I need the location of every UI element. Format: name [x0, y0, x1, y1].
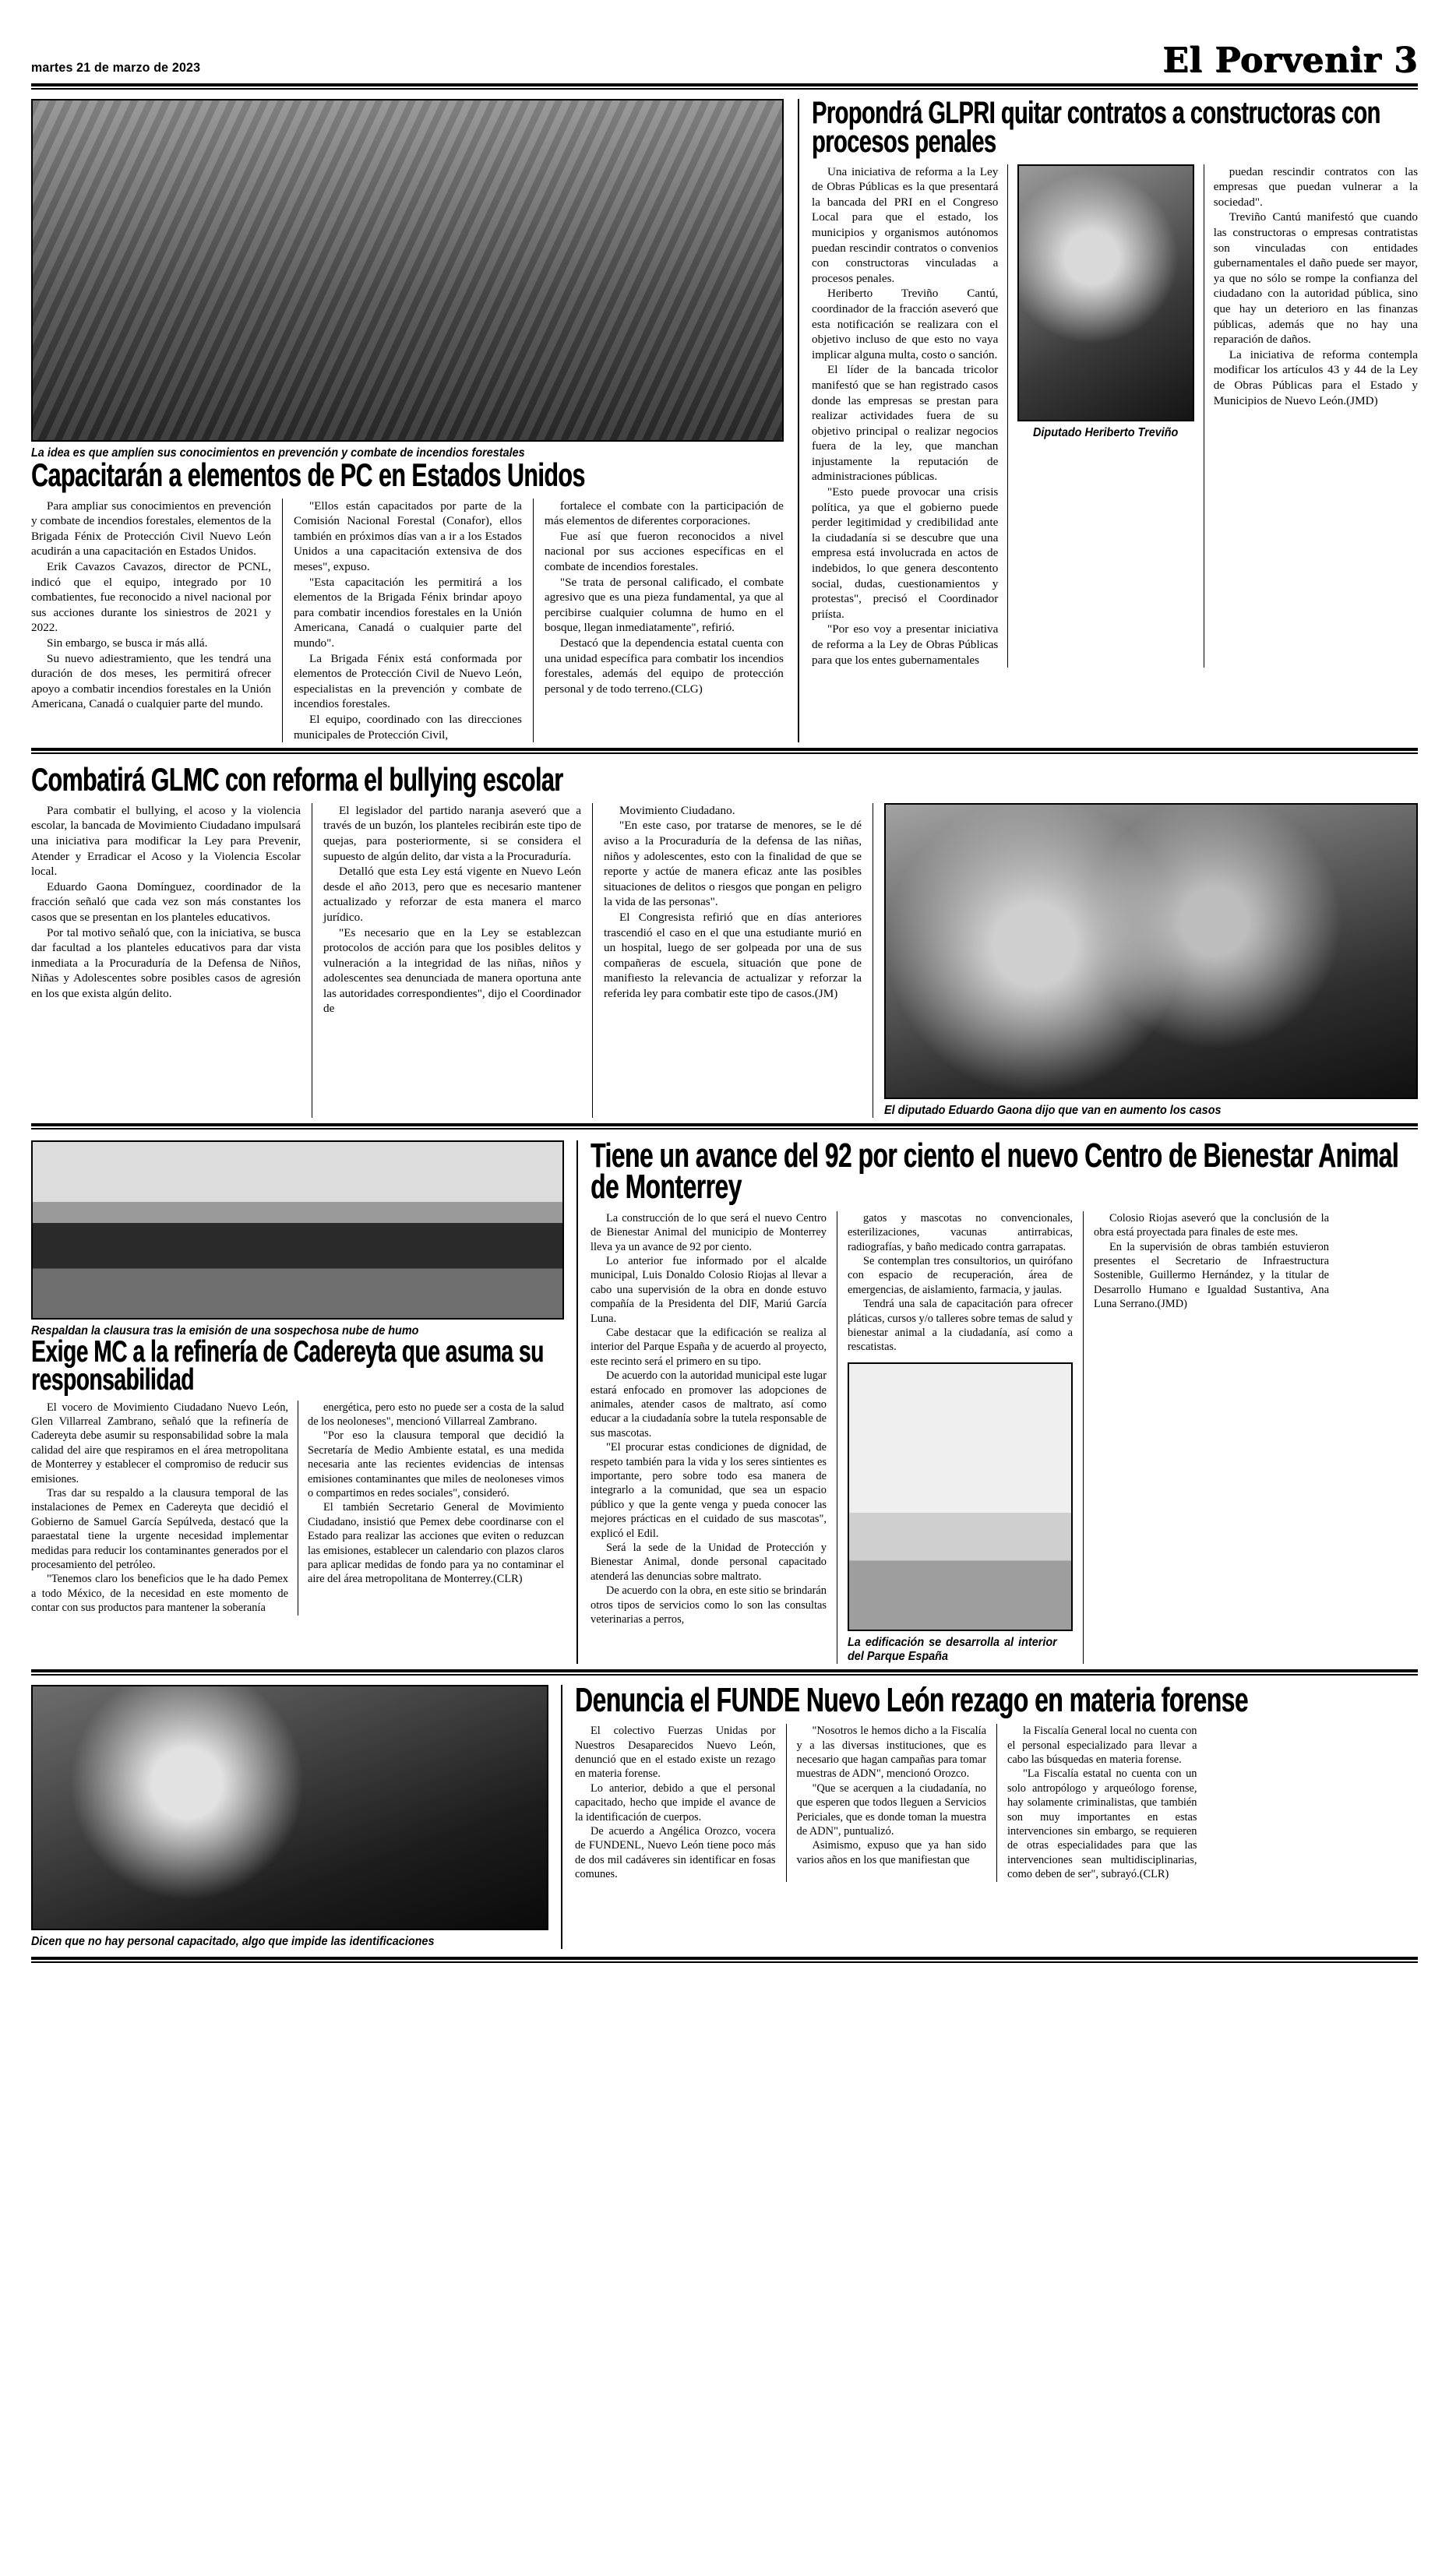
paragraph: Cabe destacar que la edificación se realiza al interior del Parque España y de acuerdo al proyecto, este recinto será el primero en su tipo. — [591, 1326, 827, 1368]
article-headline: Denuncia el FUNDE Nuevo León rezago en materia forense — [575, 1680, 1248, 1719]
paragraph: energética, pero esto no puede ser a costa de la salud de los neoloneses", mencionó Villarreal Zambrano. — [308, 1401, 564, 1428]
paragraph: Tras dar su respaldo a la clausura temporal de las instalaciones de Pemex en Cadereyta que decidió el Gobierno de Samuel García Sepúlveda, destacó que la paraestatal tiene la urgente necesidad implementar medidas para reducir los contaminantes generados por el procesamiento del petróleo. — [31, 1486, 288, 1571]
publication-date: martes 21 de marzo de 2023 — [31, 60, 201, 75]
article-column — [592, 803, 873, 1118]
paragraph: La Brigada Fénix está conformada por elementos de Protección Civil de Nuevo León, especialistas en la prevención y combate de incendios forestales. — [293, 651, 522, 711]
paragraph: En la supervisión de obras también estuvieron presentes el Secretario de Infraestructura Sostenible, Guillermo Hernández, y la titular de Desarrollo Humano e Igualdad Sustantiva, Ana Luna Serrano.(JMD) — [1094, 1240, 1329, 1311]
article-body — [561, 1680, 1418, 1949]
article-centro-bienestar-animal — [576, 1136, 1418, 1664]
paragraph: Colosio Riojas aseveró que la conclusión de la obra está proyectada para finales de este mes. — [1094, 1211, 1329, 1239]
section-divider — [31, 1123, 1418, 1129]
article-column — [996, 1724, 1208, 1881]
masthead-title: El Porvenir 3 — [1162, 41, 1418, 80]
paragraph: Detalló que esta Ley está vigente en Nuevo León desde el año 2013, pero que es necesario mantener actualizado y reforzar de esta manera el marco jurídico. — [323, 865, 581, 924]
article-headline: Tiene un avance del 92 por ciento el nuevo Centro de Bienestar Animal de Monterrey — [591, 1136, 1399, 1207]
paragraph: De acuerdo a Angélica Orozco, vocera de FUNDENL, Nuevo León tiene poco más de dos mil cadáveres sin identificar en fosas comunes. — [575, 1825, 776, 1881]
paragraph: Por tal motivo señaló que, con la iniciativa, se busca dar facultad a los planteles educativos para dar vista inmediata a la Procuraduría de la Defensa de Niños, Niñas y Adolescentes sobre posibles casos de agresión en los que exista algún delito. — [31, 925, 301, 1000]
paragraph: "En este caso, por tratarse de menores, se le dé aviso a la Procuraduría de la defensa de las niñas, niños y adolescentes, esto con la finalidad de que se reporte y actúe de manera eficaz ante las posibles situaciones de delitos o riesgos que pongan en peligro la vida de las personas". — [604, 819, 862, 909]
photo-caption: El diputado Eduardo Gaona dijo que van en aumento los casos — [884, 1103, 1222, 1117]
article-column — [837, 1211, 1083, 1664]
paragraph: La iniciativa de reforma contempla modificar los artículos 43 y 44 de la Ley de Obras Públicas para el Estado y Municipios de Nuevo León.(JMD) — [1213, 347, 1418, 407]
paragraph: "Ellos están capacitados por parte de la Comisión Nacional Forestal (Conafor), ellos también en próximos días van a ir a los Estados Unidos a una capacitación extensiva de dos meses", expuso. — [293, 499, 522, 573]
masthead — [31, 34, 1418, 78]
paragraph: Será la sede de la Unidad de Protección y Bienestar Animal, donde personal capacitado atenderá las denuncias sobre maltrato. — [591, 1542, 827, 1583]
photo-caption: La edificación se desarrolla al interior del Parque España — [848, 1635, 1057, 1663]
paragraph: fortalece el combate con la participación de más elementos de diferentes corporaciones. — [544, 499, 784, 528]
article-column — [31, 1401, 298, 1616]
paragraph: Para combatir el bullying, el acoso y la violencia escolar, la bancada de Movimiento Ciudadano impulsará una iniciativa para modificar la Ley para Prevenir, Atender y Erradicar el Acoso y la Violencia Escolar local. — [31, 803, 301, 879]
paragraph: Destacó que la dependencia estatal cuenta con una unidad específica para combatir los incendios forestales, además del equipo de protección personal y de todo terreno.(CLG) — [544, 636, 784, 696]
masthead-divider — [31, 83, 1418, 90]
paragraph: "Por eso voy a presentar iniciativa de reforma a la Ley de Obras Públicas para que los entes gubernamentales — [812, 622, 999, 667]
section-divider — [31, 1669, 1418, 1676]
paragraph: Fue así que fueron reconocidos a nivel nacional por sus acciones específicas en el combate de incendios forestales. — [544, 529, 784, 573]
paragraph: "Es necesario que en la Ley se establezcan protocolos de acción para que los posibles delitos y vulneración a la integridad de las niñas, niños y adolescentes sea denunciada de manera oportuna ante las autoridades correspondientes", dijo el Coordinador de — [323, 925, 581, 1016]
article-headline: Exige MC a la refinería de Cadereyta que asuma su responsabilidad — [31, 1334, 544, 1397]
paragraph: Lo anterior, debido a que el personal capacitado, hecho que impide el avance de la identificación de cuerpos. — [575, 1781, 776, 1824]
paragraph: Su nuevo adiestramiento, que les tendrá una duración de dos meses, les permitirá ofrecer apoyo a combatir incendios forestales en la Unión Americana, Canadá o cualquier parte del mundo. — [31, 651, 271, 711]
funde-protesta-desaparecidos-photo — [31, 1685, 548, 1930]
article-funde-forense — [31, 1680, 1418, 1949]
paragraph: El legislador del partido naranja aseveró que a través de un buzón, los planteles recibirán este tipo de quejas, para posteriormente, si se considera el supuesto de algún delito, dar vista a la Procuraduría. — [323, 803, 581, 863]
paragraph: "Esta capacitación les permitirá a los elementos de la Brigada Fénix brindar apoyo para combatir incendios forestales en la Unión Americana, Canadá o cualquier parte del mundo". — [293, 575, 522, 650]
article-column — [786, 1724, 997, 1881]
photo-caption: La idea es que amplíen sus conocimientos en prevención y combate de incendios forestales — [31, 446, 525, 460]
paragraph: Tendrá una sala de capacitación para ofrecer pláticas, cursos y/o talleres sobre temas de salud y bienestar animal a la ciudadanía, así como a rescatistas. — [848, 1298, 1073, 1354]
paragraph: Movimiento Ciudadano. — [619, 803, 735, 817]
centro-bienestar-animal-interior-photo — [848, 1362, 1073, 1631]
refineria-cadereyta-humo-photo — [31, 1140, 564, 1320]
paragraph: puedan rescindir contratos con las empresas que puedan vulnerar a la sociedad". — [1213, 164, 1418, 209]
article-headline: Propondrá GLPRI quitar contratos a constructoras con procesos penales — [812, 96, 1380, 159]
article-column — [1204, 164, 1418, 668]
article-column — [591, 1211, 837, 1664]
paragraph: El vocero de Movimiento Ciudadano Nuevo León, Glen Villarreal Zambrano, señaló que la refinería de Cadereyta debe asumir su responsabilidad sobre la mala calidad del aire que respiramos en el área metropolitana de Monterrey y establecer el compromiso de reducir sus emisiones. — [31, 1401, 288, 1485]
article-photo-column — [873, 803, 1418, 1118]
article-column — [31, 803, 312, 1118]
section-top — [31, 96, 1418, 742]
paragraph: El equipo, coordinado con las direcciones municipales de Protección Civil, — [293, 712, 522, 742]
photo-caption: Diputado Heriberto Treviño — [1033, 425, 1179, 439]
photo-caption: Respaldan la clausura tras la emisión de una sospechosa nube de humo — [31, 1323, 419, 1337]
article-column — [31, 499, 282, 743]
paragraph: "Nosotros le hemos dicho a la Fiscalía y a las diversas instituciones, que es necesario que hagan campañas para tomar muestras de ADN", mencionó Orozco. — [796, 1725, 986, 1781]
diputado-heriberto-trevino-portrait — [1017, 164, 1193, 421]
brigada-fenix-group-photo — [31, 99, 784, 442]
paragraph: Eduardo Gaona Domínguez, coordinador de la fracción señaló que cada vez son más constantes los casos que se presentan en los planteles educativos. — [31, 879, 301, 924]
article-headline: Combatirá GLMC con reforma el bullying escolar — [31, 761, 563, 798]
paragraph: "Por eso la clausura temporal que decidió la Secretaría de Medio Ambiente estatal, es una medida necesaria ante las recientes evidencias de intensas emisiones contaminantes que miles de neoloneses vimos o compartimos en redes sociales", consideró. — [308, 1429, 564, 1499]
paragraph: "La Fiscalía estatal no cuenta con un solo antropólogo y arqueólogo forense, hay solamente criminalistas, que también son muy importantes en estas intervenciones sin embargo, se requieren de otras especialidades para que las intervenciones sean multidisciplinarias, como deben de ser", subrayó.(CLR) — [1007, 1767, 1197, 1881]
paragraph: La construcción de lo que será el nuevo Centro de Bienestar Animal del municipio de Monterrey lleva ya un avance de 92 por ciento. — [591, 1211, 827, 1253]
paragraph: De acuerdo con la obra, en este sitio se brindarán otros tipos de servicios como lo son las consultas veterinarias a perros, — [591, 1584, 827, 1626]
section-middle — [31, 1136, 1418, 1664]
article-exige-mc-cadereyta — [31, 1140, 576, 1664]
article-glpri-contratos — [798, 96, 1418, 742]
paragraph: El líder de la bancada tricolor manifestó que se han registrado casos donde las empresas se prestan para realizar actividades fuera de su objetivo principal o realizar negocios fuera de la ley, que manchan injustamente la reputación de administraciones públicas. — [812, 363, 999, 484]
article-column — [1083, 1211, 1329, 1664]
diputado-eduardo-gaona-press-conference — [884, 803, 1418, 1099]
article-glmc-bullying — [31, 761, 1418, 1118]
article-capacitaran-pc — [31, 99, 798, 742]
paragraph: Treviño Cantú manifestó que cuando las constructoras o empresas contratistas son vinculadas con entidades gubernamentales el daño puede ser mayor, ya que no sólo se rompe la confianza del ciudadano con la autoridad pública, sino que hay un deterioro en las finanzas públicas, además que no hay una reparación de daños. — [1213, 210, 1418, 347]
section-divider — [31, 748, 1418, 754]
article-column — [312, 803, 592, 1118]
article-headline: Capacitarán a elementos de PC en Estados Unidos — [31, 456, 585, 493]
paragraph: "Tenemos claro los beneficios que le ha dado Pemex a todo México, de la necesidad en este momento de contar con sus productos para mantener la soberanía — [31, 1573, 288, 1615]
paragraph: "Esto puede provocar una crisis política, ya que el gobierno puede perder legitimidad y credibilidad ante la ciudadanía si se descubre que una empresa está involucrada en actos de indebidos, lo que genera descontento social, dudas, cuestionamientos y protestas", precisó el Coordinador priísta. — [812, 485, 999, 621]
article-column — [533, 499, 784, 743]
article-column — [812, 164, 1007, 668]
article-column — [282, 499, 533, 743]
paragraph: Erik Cavazos Cavazos, director de PCNL, indicó que el equipo, integrado por 10 combatientes, fue reconocido a nivel nacional por sus acciones durante los siniestros de 2021 y 2022. — [31, 560, 271, 635]
paragraph: Lo anterior fue informado por el alcalde municipal, Luis Donaldo Colosio Riojas al llevar a cabo una supervisión de la obra en donde estuvo compañía de la Presidenta del DIF, Mariú García Luna. — [591, 1254, 827, 1325]
photo-caption: Dicen que no hay personal capacitado, algo que impide las identificaciones — [31, 1934, 435, 1948]
paragraph: El también Secretario General de Movimiento Ciudadano, insistió que Pemex debe coordinarse con el Estado para realizar las acciones que eviten o reduzcan las emisiones, establecer un calendario con plazos claros para aplicar medidas de fondo para ya no contaminar el aire del área metropolitana de Monterrey.(CLR) — [308, 1501, 564, 1586]
paragraph: Asimismo, expuso que ya han sido varios años en los que manifiestan que — [796, 1839, 986, 1866]
paragraph: la Fiscalía General local no cuenta con el personal especializado para llevar a cabo las búsquedas en materia forense. — [1007, 1725, 1197, 1767]
article-photo-column — [1007, 164, 1203, 668]
paragraph: "El procurar estas condiciones de dignidad, de respeto también para la vida y los seres sintientes es importante, pero sobre todo esa manera de integrarlo a la comunidad, que sea un espacio público y que la gente venga y pueda conocer las mejores prácticas en el cuidado de sus mascotas", explicó el Edil. — [591, 1441, 827, 1540]
paragraph: "Que se acerquen a la ciudadanía, no que esperen que todos lleguen a Servicios Periciales, que es donde toman la muestra de ADN", puntualizó. — [796, 1781, 986, 1838]
paragraph: Se contemplan tres consultorios, un quirófano con espacio de recuperación, área de emergencias, de aislamiento, farmacia, y jaulas. — [848, 1254, 1073, 1296]
paragraph: "Se trata de personal calificado, el combate agresivo que es una pieza fundamental, ya que al percibirse cualquier columna de humo en el bosque, llegan inmediatamente", refirió. — [544, 575, 784, 635]
article-column — [575, 1724, 786, 1881]
paragraph: Sin embargo, se busca ir más allá. — [47, 636, 208, 650]
paragraph: Para ampliar sus conocimientos en prevención y combate de incendios forestales, elementos de la Brigada Fénix de Protección Civil Nuevo León acudirán a una capacitación en Estados Unidos. — [31, 499, 271, 559]
paragraph: De acuerdo con la autoridad municipal este lugar estará enfocado en promover las adopciones de animales, atender casos de maltrato, así como educar a la ciudadanía sobre la tutela responsable de sus mascotas. — [591, 1369, 827, 1440]
paragraph: gatos y mascotas no convencionales, esterilizaciones, vacunas antirrabicas, radiografías, y baño medicado contra garrapatas. — [848, 1211, 1073, 1253]
article-photo-column — [31, 1685, 561, 1949]
paragraph: El colectivo Fuerzas Unidas por Nuestros Desaparecidos Nuevo León, denunció que en el estado existe un rezago en materia forense. — [575, 1725, 776, 1781]
paragraph: Una iniciativa de reforma a la Ley de Obras Públicas es la que presentará la bancada del PRI en el Congreso Local para que el estado, los municipios y organismos autónomos puedan rescindir contratos o convenios con constructoras vinculadas a procesos penales. — [812, 164, 999, 285]
article-column — [298, 1401, 564, 1616]
paragraph: El Congresista refirió que en días anteriores trascendió el caso en el que una estudiante murió en un hospital, luego de ser golpeada por una de sus compañeras de escuela, situación que pone de manifiesto la relevancia de actualizar y reforzar la referida ley para combatir este tipo de casos.(JM) — [604, 910, 862, 1000]
paragraph: Heriberto Treviño Cantú, coordinador de la fracción aseveró que esta notificación se realizara con el objetivo incluso de que esto no vaya implicar alguna multa, costo o sanción. — [812, 287, 999, 361]
page-bottom-rule — [31, 1957, 1418, 1963]
